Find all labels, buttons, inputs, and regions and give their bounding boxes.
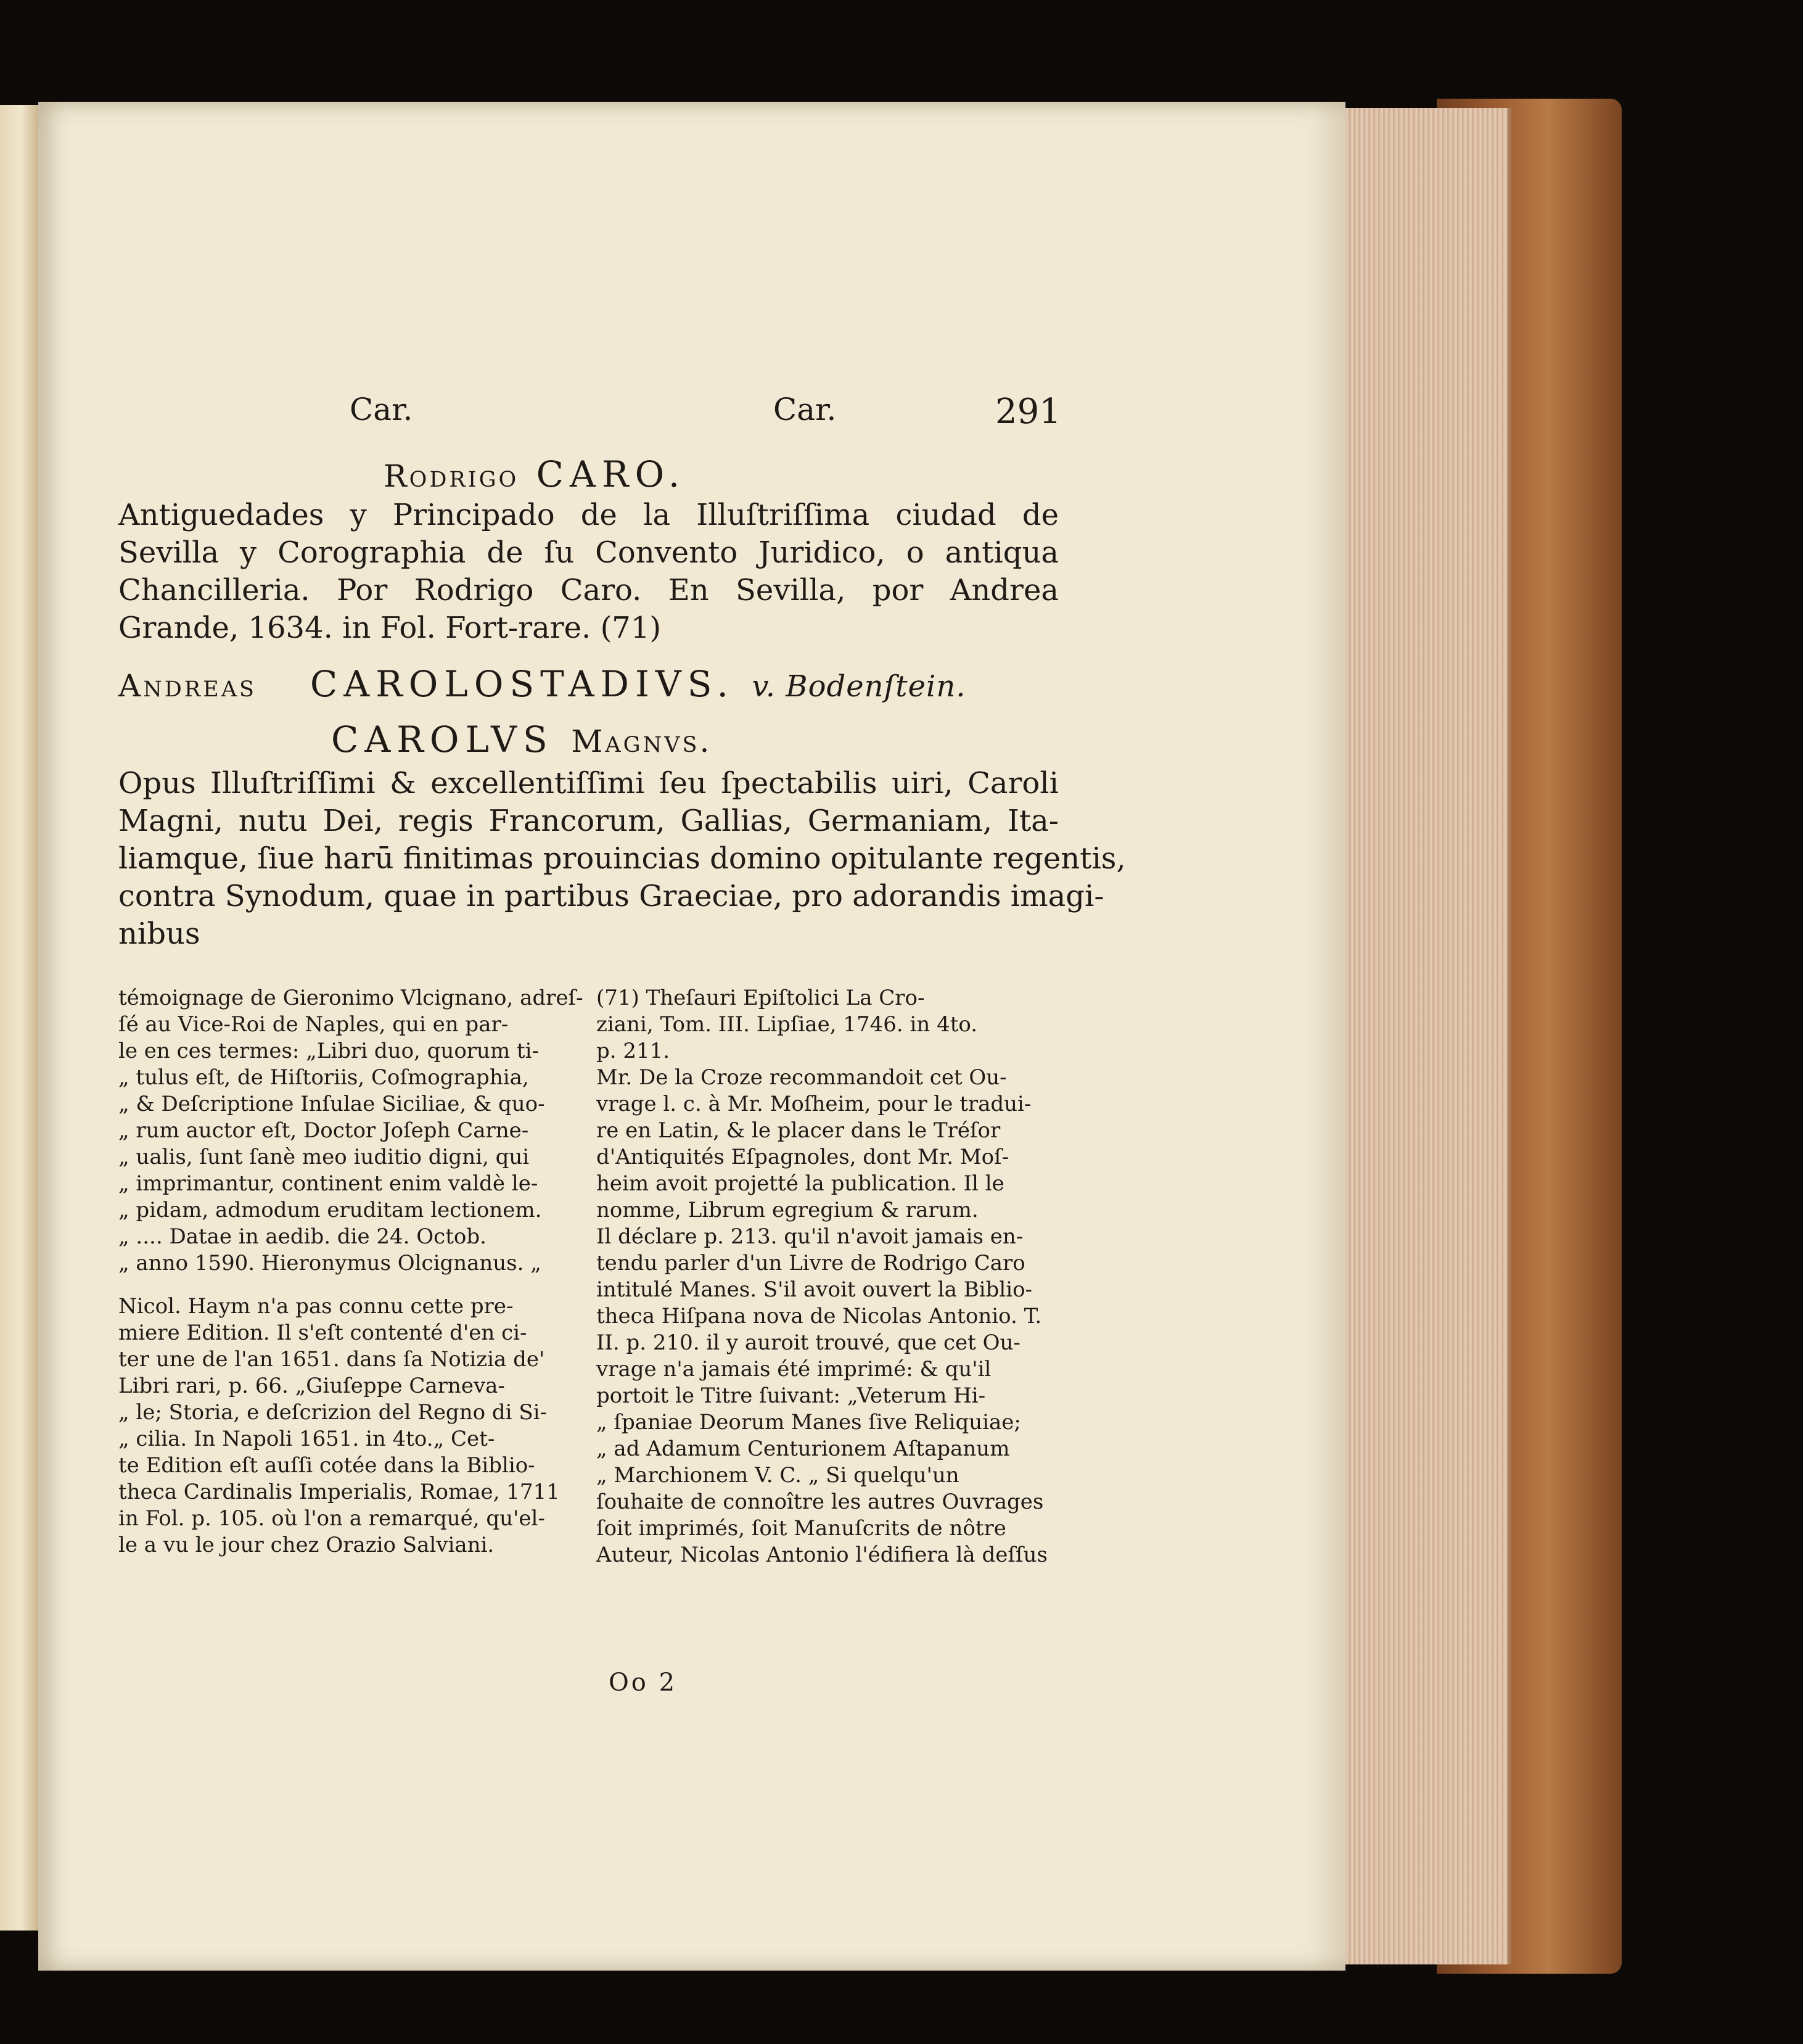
note-line: II. p. 210. il y auroit trouvé, que cet Ou- bbox=[596, 1330, 1021, 1355]
note-line: „ ualis, ſunt ſanè meo iuditio digni, qui bbox=[118, 1145, 530, 1169]
notes-left-column bbox=[118, 985, 583, 1559]
note-line: p. 211. bbox=[596, 1039, 670, 1063]
book-page bbox=[38, 102, 1345, 1971]
text-line: Opus Illuſtriſſimi & excellentiſſimi ſeu ſpectabilis uiri, Caroli bbox=[118, 766, 1059, 801]
signature-mark: Oo 2 bbox=[609, 1668, 678, 1697]
note-line: ſé au Vice-Roi de Naples, qui en par- bbox=[118, 1012, 509, 1037]
note-line: „ .... Datae in aedib. die 24. Octob. bbox=[118, 1224, 487, 1249]
note-line: te Edition eſt auſſi cotée dans la Biblio- bbox=[118, 1453, 535, 1478]
note-line: „ ad Adamum Centurionem Aſtapanum bbox=[596, 1436, 1010, 1461]
note-line: Auteur, Nicolas Antonio l'édifiera là deſſus bbox=[596, 1543, 1048, 1567]
heading-name: CAROLVS bbox=[331, 719, 554, 760]
note-line: d'Antiquités Eſpagnoles, dont Mr. Moſ- bbox=[596, 1145, 1009, 1169]
heading-first-name: Rodrigo bbox=[384, 458, 519, 494]
cross-reference: v. Bodenſtein. bbox=[752, 669, 966, 704]
note-line: Il déclare p. 213. qu'il n'avoit jamais en- bbox=[596, 1224, 1024, 1249]
note-line: (71) Theſauri Epiſtolici La Cro- bbox=[596, 986, 925, 1010]
note-line: portoit le Titre ſuivant: „Veterum Hi- bbox=[596, 1383, 986, 1408]
entry-caro-text bbox=[118, 497, 1059, 647]
heading-second-name: Magnvs. bbox=[571, 723, 712, 759]
text-line: contra Synodum, quae in partibus Graeciae, pro adorandis imagi- bbox=[118, 879, 1104, 913]
text-line: liamque, ſiue harū finitimas prouincias domino opitulante regentis, bbox=[118, 841, 1126, 876]
note-line: Mr. De la Croze recommandoit cet Ou- bbox=[596, 1065, 1007, 1090]
heading-surname: CARO. bbox=[536, 453, 686, 495]
note-line: ziani, Tom. III. Lipſiae, 1746. in 4to. bbox=[596, 1012, 978, 1037]
page-number: 291 bbox=[995, 392, 1061, 432]
note-line: „ Marchionem V. C. „ Si quelqu'un bbox=[596, 1463, 959, 1488]
note-line: le en ces termes: „Libri duo, quorum ti- bbox=[118, 1039, 540, 1063]
note-line: theca Cardinalis Imperialis, Romae, 1711 bbox=[118, 1480, 560, 1504]
note-line: „ rum auctor eſt, Doctor Joſeph Carne- bbox=[118, 1118, 529, 1143]
note-line: „ tulus eſt, de Hiſtoriis, Coſmographia, bbox=[118, 1065, 529, 1090]
note-line: Libri rari, p. 66. „Giuſeppe Carneva- bbox=[118, 1374, 505, 1398]
entry-carolus-text bbox=[118, 765, 1126, 953]
note-line: le a vu le jour chez Orazio Salviani. bbox=[118, 1533, 495, 1557]
text-line: Grande, 1634. in Fol. Fort-rare. (71) bbox=[118, 611, 662, 645]
note-line: tendu parler d'un Livre de Rodrigo Caro bbox=[596, 1251, 1025, 1275]
note-line: Nicol. Haym n'a pas connu cette pre- bbox=[118, 1294, 514, 1319]
text-line: Antiguedades y Principado de la Illuſtriſſima ciudad de bbox=[118, 498, 1059, 532]
note-line: nomme, Librum egregium & rarum. bbox=[596, 1198, 979, 1222]
note-line: miere Edition. Il s'eſt contenté d'en ci- bbox=[118, 1321, 527, 1345]
text-line: Sevilla y Corographia de ſu Convento Juridico, o antiqua bbox=[118, 535, 1059, 570]
running-head-center: Car. bbox=[773, 392, 837, 427]
note-line: témoignage de Gieronimo Vlcignano, adreſ- bbox=[118, 986, 583, 1010]
text-line: nibus bbox=[118, 917, 200, 951]
note-line: ſouhaite de connoître les autres Ouvrages bbox=[596, 1490, 1044, 1514]
note-line: intitulé Manes. S'il avoit ouvert la Biblio- bbox=[596, 1277, 1033, 1302]
note-line: vrage n'a jamais été imprimé: & qu'il bbox=[596, 1357, 992, 1382]
note-line: „ anno 1590. Hieronymus Olcignanus. „ bbox=[118, 1251, 541, 1275]
note-line: ter une de l'an 1651. dans ſa Notizia de' bbox=[118, 1347, 545, 1372]
note-line: „ ſpaniae Deorum Manes ſive Reliquiae; bbox=[596, 1410, 1021, 1435]
notes-right-column bbox=[596, 985, 1053, 1568]
note-line: re en Latin, & le placer dans le Tréſor bbox=[596, 1118, 1001, 1143]
note-line: vrage l. c. à Mr. Moſheim, pour le tradui- bbox=[596, 1092, 1032, 1116]
running-head-left: Car. bbox=[350, 392, 413, 427]
heading-first-name: Andreas bbox=[118, 668, 257, 704]
note-line: „ le; Storia, e deſcrizion del Regno di Si- bbox=[118, 1400, 547, 1425]
note-line: „ & Deſcriptione Inſulae Siciliae, & quo- bbox=[118, 1092, 545, 1116]
page-block-edges bbox=[1341, 108, 1511, 1964]
entry-heading-caro bbox=[384, 453, 686, 495]
note-line: ſoit imprimés, ſoit Manuſcrits de nôtre bbox=[596, 1516, 1006, 1541]
note-line: heim avoit projetté la publication. Il le bbox=[596, 1171, 1004, 1196]
text-line: Chancilleria. Por Rodrigo Caro. En Sevilla, por Andrea bbox=[118, 573, 1059, 608]
note-line: „ cilia. In Napoli 1651. in 4to.„ Cet- bbox=[118, 1427, 495, 1451]
text-line: Magni, nutu Dei, regis Francorum, Gallias, Germaniam, Ita- bbox=[118, 804, 1059, 838]
heading-surname: CAROLOSTADIVS. bbox=[310, 663, 734, 705]
note-line: „ pidam, admodum eruditam lectionem. bbox=[118, 1198, 542, 1222]
note-line: „ imprimantur, continent enim valdè le- bbox=[118, 1171, 538, 1196]
note-line: in Fol. p. 105. où l'on a remarqué, qu'el- bbox=[118, 1506, 545, 1531]
entry-heading-carolostadius bbox=[118, 663, 966, 705]
facing-page-edge bbox=[0, 105, 38, 1931]
note-line: theca Hiſpana nova de Nicolas Antonio. T. bbox=[596, 1304, 1042, 1329]
entry-heading-carolus bbox=[331, 719, 712, 760]
